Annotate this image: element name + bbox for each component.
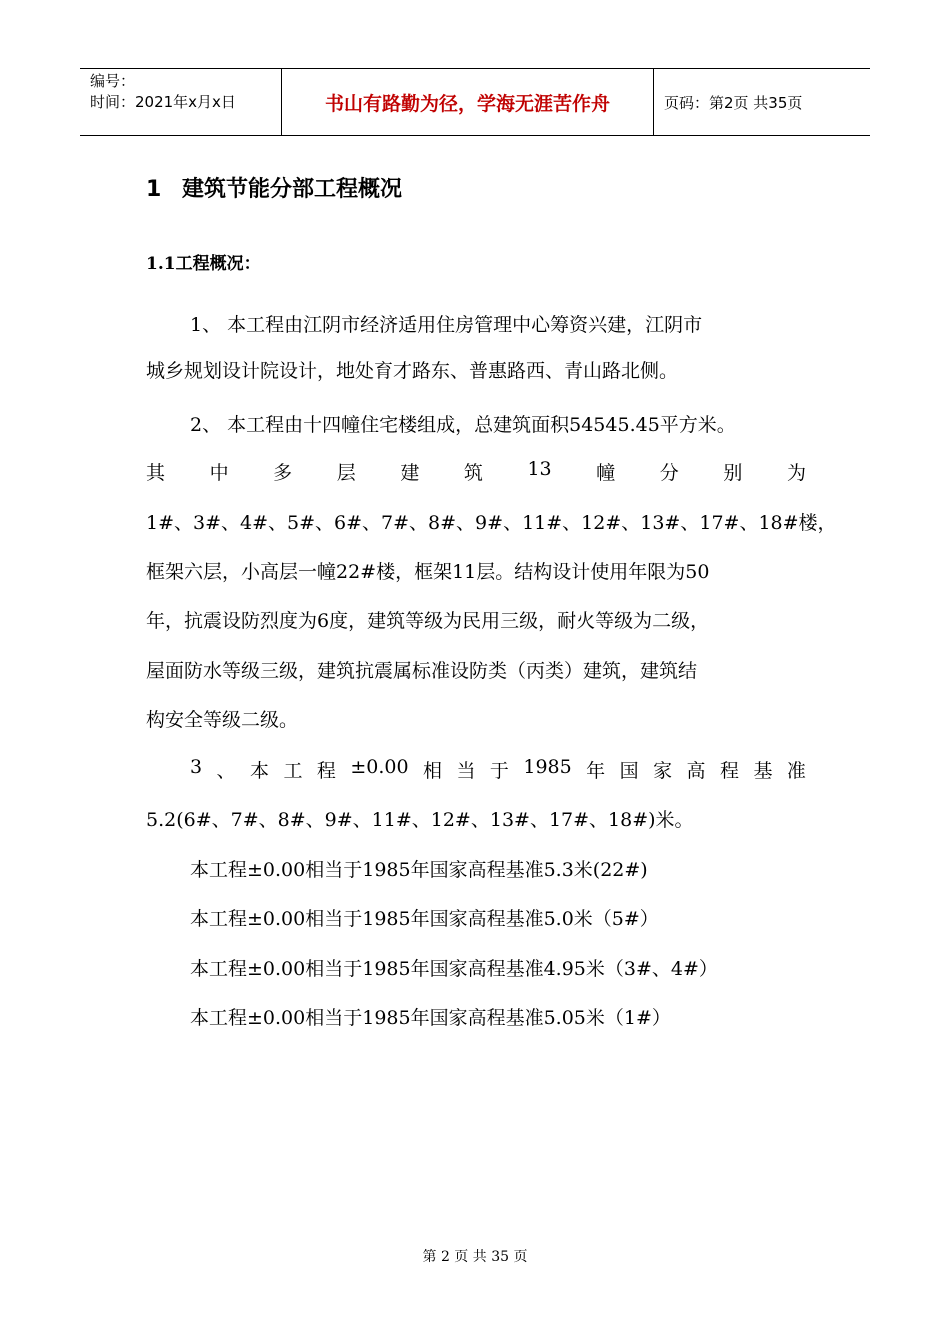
word: 高 <box>686 760 706 782</box>
paragraph-line: 构安全等级二级。 <box>146 709 299 731</box>
section-title-text: 建筑节能分部工程概况 <box>182 177 403 202</box>
word: 年 <box>586 760 606 782</box>
section-title <box>146 172 402 203</box>
justified-line <box>190 756 806 783</box>
section-number: 1 <box>146 177 162 202</box>
paragraph-line: 1#、3#、4#、5#、6#、7#、8#、9#、11#、12#、13#、17#、18#楼， <box>146 512 837 534</box>
word: 多 <box>273 462 293 484</box>
page-header <box>80 68 870 136</box>
paragraph-line: 年，抗震设防烈度为6度，建筑等级为民用三级，耐火等级为二级， <box>146 610 710 632</box>
section-subtitle: 1.1工程概况： <box>146 254 261 274</box>
paragraph-line: 屋面防水等级三级，建筑抗震属标准设防类（丙类）建筑，建筑结 <box>146 660 698 682</box>
paragraph-line: 5.2(6#、7#、8#、9#、11#、12#、13#、17#、18#)米。 <box>146 809 694 831</box>
time-label: 时间：2021年x月x日 <box>90 93 236 111</box>
word: 程 <box>719 760 739 782</box>
word: 为 <box>786 462 806 484</box>
word: 工 <box>283 760 303 782</box>
header-meta <box>80 69 282 135</box>
elevation-line: 本工程±0.00相当于1985年国家高程基准5.05米（1#） <box>190 1007 671 1029</box>
word: 国 <box>619 760 639 782</box>
justified-line <box>146 458 806 485</box>
word: 1985 <box>523 756 572 778</box>
paragraph-line: 框架六层，小高层一幢22#楼，框架11层。结构设计使用年限为50 <box>146 561 710 583</box>
word: ±0.00 <box>350 756 409 778</box>
word: 别 <box>723 462 743 484</box>
word: 准 <box>786 760 806 782</box>
header-page-info: 页码：第2页 共35页 <box>664 93 803 112</box>
word: 家 <box>653 760 673 782</box>
word: 程 <box>316 760 336 782</box>
page-footer: 第 2 页 共 35 页 <box>422 1249 528 1265</box>
paragraph-line: 城乡规划设计院设计，地处育才路东、普惠路西、青山路北侧。 <box>146 360 679 382</box>
word: 分 <box>659 462 679 484</box>
word: 中 <box>209 462 229 484</box>
word: 层 <box>336 462 356 484</box>
word: 本 <box>249 760 269 782</box>
elevation-line: 本工程±0.00相当于1985年国家高程基准4.95米（3#、4#） <box>190 958 718 980</box>
word: 相 <box>423 760 443 782</box>
word: 幢 <box>596 462 616 484</box>
code-label: 编号： <box>90 72 136 90</box>
word: 建 <box>400 462 420 484</box>
word: 筑 <box>463 462 483 484</box>
word: 13 <box>527 458 552 480</box>
paragraph-line: 2、 本工程由十四幢住宅楼组成，总建筑面积54545.45平方米。 <box>190 414 736 436</box>
word: 于 <box>489 760 509 782</box>
header-motto: 书山有路勤为径，学海无涯苦作舟 <box>282 69 654 135</box>
word: 其 <box>146 462 166 484</box>
word: 当 <box>456 760 476 782</box>
word: 、 <box>216 760 236 782</box>
word: 基 <box>753 760 773 782</box>
elevation-line: 本工程±0.00相当于1985年国家高程基准5.3米(22#) <box>190 859 648 881</box>
elevation-line: 本工程±0.00相当于1985年国家高程基准5.0米（5#） <box>190 908 659 930</box>
word: 3 <box>190 756 203 778</box>
paragraph-line: 1、 本工程由江阴市经济适用住房管理中心筹资兴建，江阴市 <box>190 314 703 336</box>
